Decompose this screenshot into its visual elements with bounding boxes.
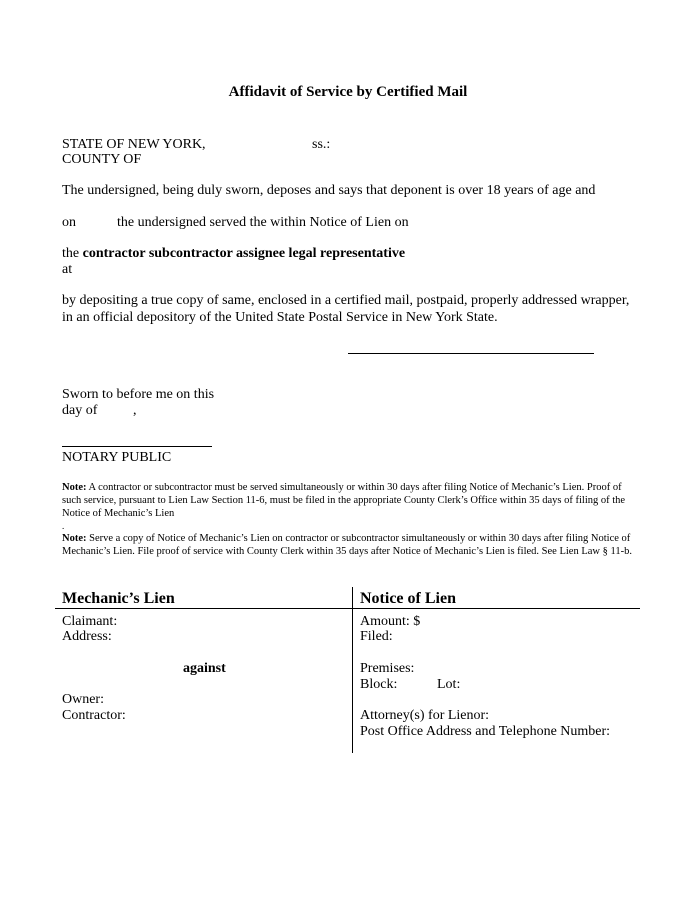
attorneys-label: Attorney(s) for Lienor: xyxy=(360,708,490,723)
document-title: Affidavit of Service by Certified Mail xyxy=(228,84,468,100)
notice-of-lien-heading: Notice of Lien xyxy=(360,590,456,607)
panel-divider xyxy=(352,587,353,753)
venue-state: STATE OF NEW YORK, xyxy=(62,137,206,152)
note-2 xyxy=(62,532,640,558)
contractor-label: Contractor: xyxy=(62,708,126,723)
note-1-text: A contractor or subcontractor must be served simultaneously or within 30 days after filing Notice of Mechanic’s Lien. Proof of such service, pursuant to Lien Law Section 11-6, must be filed in the appropriate County Clerk’s Office within 35 days of filing of the Notice of Mechanic’s Lien xyxy=(62,482,626,519)
served-role-options: contractor subcontractor assignee legal representative xyxy=(82,246,406,261)
note-2-label: Note: xyxy=(62,533,87,544)
owner-label: Owner: xyxy=(62,692,104,707)
venue-county: COUNTY OF xyxy=(62,152,142,167)
sworn-comma: , xyxy=(133,403,137,418)
note-period: . xyxy=(62,521,65,531)
panel-header-rule xyxy=(55,608,640,609)
venue-ss: ss.: xyxy=(312,137,331,152)
notary-signature-line xyxy=(62,446,212,447)
sworn-line: Sworn to before me on this xyxy=(62,387,215,402)
amount-label: Amount: $ xyxy=(360,614,421,629)
note-2-text: Serve a copy of Notice of Mechanic’s Lien on contractor or subcontractor simultaneously or within 30 days after filing Notice of Mechanic’s Lien. File proof of service with County Clerk within 35 days after Notice of Mechanic’s Lien is filed. See Lien Law § 11-b. xyxy=(62,533,632,557)
lot-label: Lot: xyxy=(437,677,461,692)
served-role-prefix: the xyxy=(62,246,80,261)
address-label: Address: xyxy=(62,629,112,644)
served-on-label: on xyxy=(62,215,76,230)
premises-label: Premises: xyxy=(360,661,415,676)
signature-line xyxy=(348,353,594,354)
mechanics-lien-heading: Mechanic’s Lien xyxy=(62,590,175,607)
note-1 xyxy=(62,481,640,520)
served-role-line xyxy=(62,245,405,262)
against-label: against xyxy=(183,661,226,676)
claimant-label: Claimant: xyxy=(62,614,118,629)
filed-label: Filed: xyxy=(360,629,393,644)
note-1-label: Note: xyxy=(62,482,87,493)
po-address-label: Post Office Address and Telephone Number: xyxy=(360,724,611,739)
block-label: Block: xyxy=(360,677,398,692)
sworn-day-of: day of xyxy=(62,403,98,418)
served-at-label: at xyxy=(62,262,73,277)
notary-label: NOTARY PUBLIC xyxy=(62,450,172,465)
deposit-paragraph: by depositing a true copy of same, enclosed in a certified mail, postpaid, properly addressed wrapper, in an official depository of the United State Postal Service in New York State. xyxy=(62,293,630,325)
served-paragraph: the undersigned served the within Notice of Lien on xyxy=(117,215,409,230)
deponent-paragraph: The undersigned, being duly sworn, deposes and says that deponent is over 18 years of age and xyxy=(62,183,596,198)
